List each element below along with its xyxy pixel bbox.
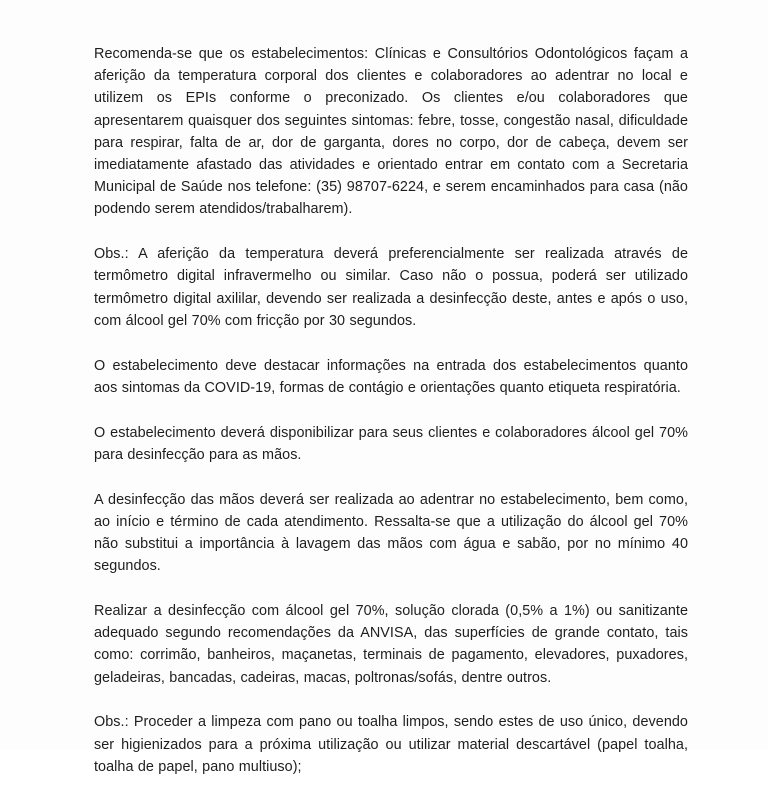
paragraph-surface-disinfection: Realizar a desinfecção com álcool gel 70%, solução clorada (0,5% a 1%) ou sanitizante adequado segundo recomendações da ANVISA, das superfícies de grande contato, tais como: corrimão, banheiros, maçanetas, terminais de pagamento, elevadores, puxadores, geladeiras, bancadas, cadeiras, macas, poltronas/sofás, dentre outros. [94, 603, 688, 686]
paragraph-cleaning-note: Obs.: Proceder a limpeza com pano ou toalha limpos, sendo estes de uso único, devendo ser higienizados para a próxima utilização ou utilizar material descartável (papel toalha, toalha de papel, pano multiuso); [94, 714, 688, 775]
document-body [94, 43, 688, 801]
paragraph-recommendation: Recomenda-se que os estabelecimentos: Clínicas e Consultórios Odontológicos façam a aferição da temperatura corporal dos clientes e colaboradores ao adentrar no local e utilizem os EPIs conforme o preconizado. Os clientes e/ou colaboradores que apresentarem quaisquer dos seguintes sintomas: febre, tosse, congestão nasal, dificuldade para respirar, falta de ar, dor de garganta, dores no corpo, dor de cabeça, devem ser imediatamente afastado das atividades e orientado entrar em contato com a Secretaria Municipal de Saúde nos telefone: (35) 98707-6224, e serem encaminhados para casa (não podendo serem atendidos/trabalharem). [94, 46, 688, 218]
paragraph-hand-sanitizer: O estabelecimento deverá disponibilizar para seus clientes e colaboradores álcool gel 70% para desinfecção para as mãos. [94, 424, 688, 463]
page-header [0, 0, 768, 10]
paragraph-information-signage: O estabelecimento deve destacar informações na entrada dos estabelecimentos quanto aos sintomas da COVID-19, formas de contágio e orientações quanto etiqueta respiratória. [94, 357, 688, 396]
paragraph-hand-disinfection: A desinfecção das mãos deverá ser realizada ao adentrar no estabelecimento, bem como, ao início e término de cada atendimento. Ressalta-se que a utilização do álcool gel 70% não substitui a importância à lavagem das mãos com água e sabão, por no mínimo 40 segundos. [94, 491, 688, 575]
paragraph-temperature-note: Obs.: A aferição da temperatura deverá preferencialmente ser realizada através de termômetro digital infravermelho ou similar. Caso não o possua, poderá ser utilizado termômetro digital axililar, devendo ser realizada a desinfecção deste, antes e após o uso, com álcool gel 70% com fricção por 30 segundos. [94, 246, 688, 329]
